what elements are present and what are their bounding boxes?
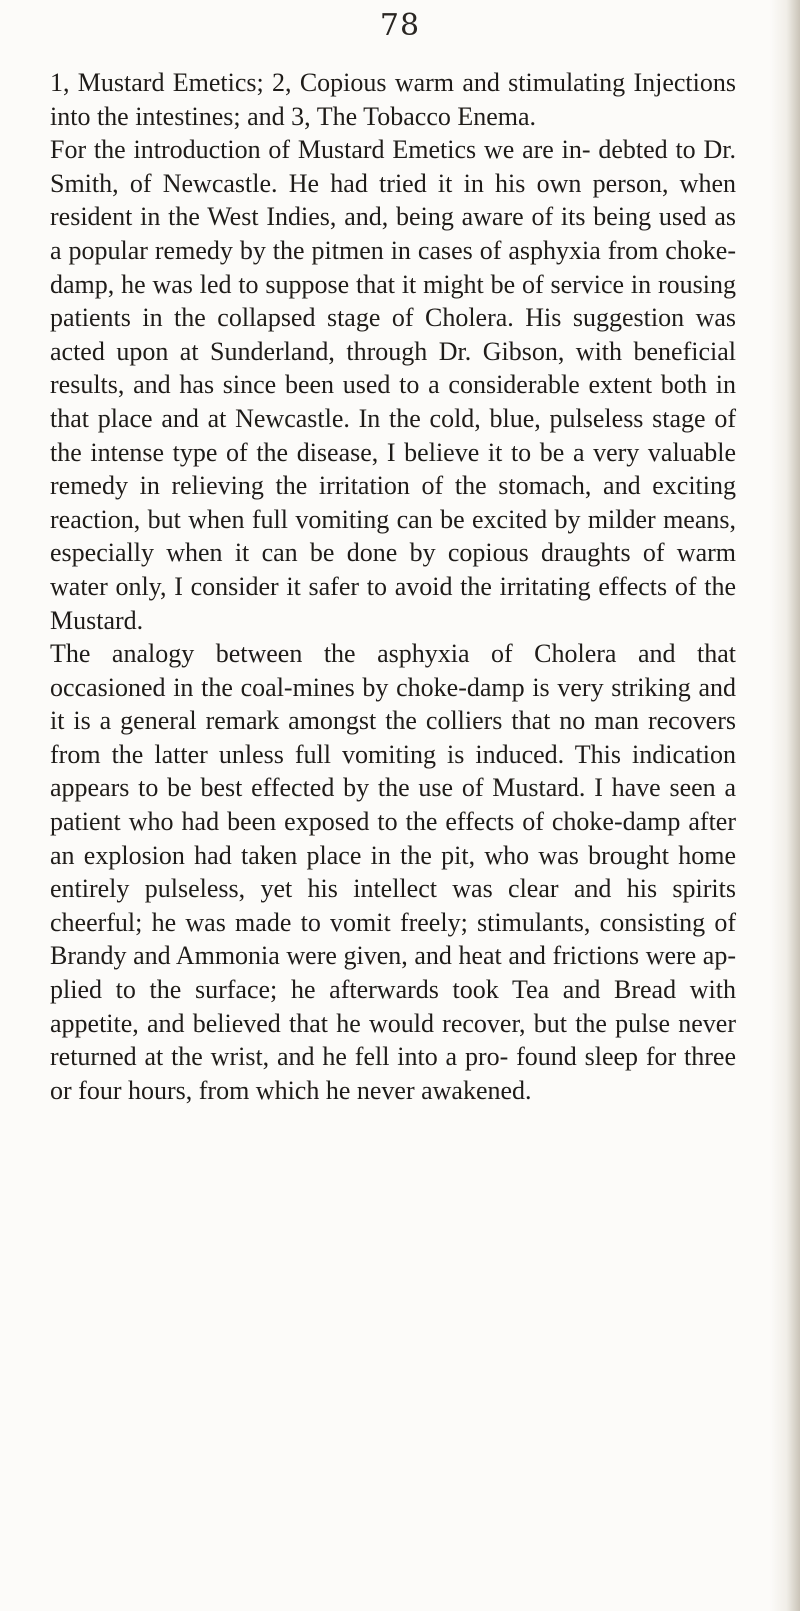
page-number: 78 [379, 8, 421, 43]
paragraph-remedies-list: 1, Mustard Emetics; 2, Copious warm and stimulating Injections into the intestines; and 3, The Tobacco Enema. [50, 68, 736, 131]
paragraph-mustard-emetics: For the introduction of Mustard Emetics we are in- debted to Dr. Smith, of Newcastle. He had tried it in his own person, when resident in the West Indies, and, being aware of its being used as a popular remedy by the pitmen in cases of asphyxia from choke-damp, he was led to suppose that it might be of service in rousing patients in the collapsed stage of Cholera. His suggestion was acted upon at Sunderland, through Dr. Gibson, with beneficial results, and has since been used to a considerable extent both in that place and at Newcastle. In the cold, blue, pulseless stage of the intense type of the disease, I believe it to be a very valuable remedy in relieving the irritation of the stomach, and exciting reaction, but when full vomiting can be excited by milder means, especially when it can be done by copious draughts of warm water only, I consider it safer to avoid the irritating effects of the Mustard. [50, 135, 736, 635]
body-text [50, 66, 736, 1107]
paragraph-asphyxia-analogy: The analogy between the asphyxia of Cholera and that occasioned in the coal-mines by choke-damp is very striking and it is a general remark amongst the colliers that no man recovers from the latter unless full vomiting is induced. This indication appears to be best effected by the use of Mustard. I have seen a patient who had been exposed to the effects of choke-damp after an explosion had taken place in the pit, who was brought home entirely pulseless, yet his intellect was clear and his spirits cheerful; he was made to vomit freely; stimulants, consisting of Brandy and Ammonia were given, and heat and frictions were ap- plied to the surface; he afterwards took Tea and Bread with appetite, and believed that he would recover, but the pulse never returned at the wrist, and he fell into a pro- found sleep for three or four hours, from which he never awakened. [50, 639, 736, 1105]
page-edge-shadow [770, 0, 800, 1611]
